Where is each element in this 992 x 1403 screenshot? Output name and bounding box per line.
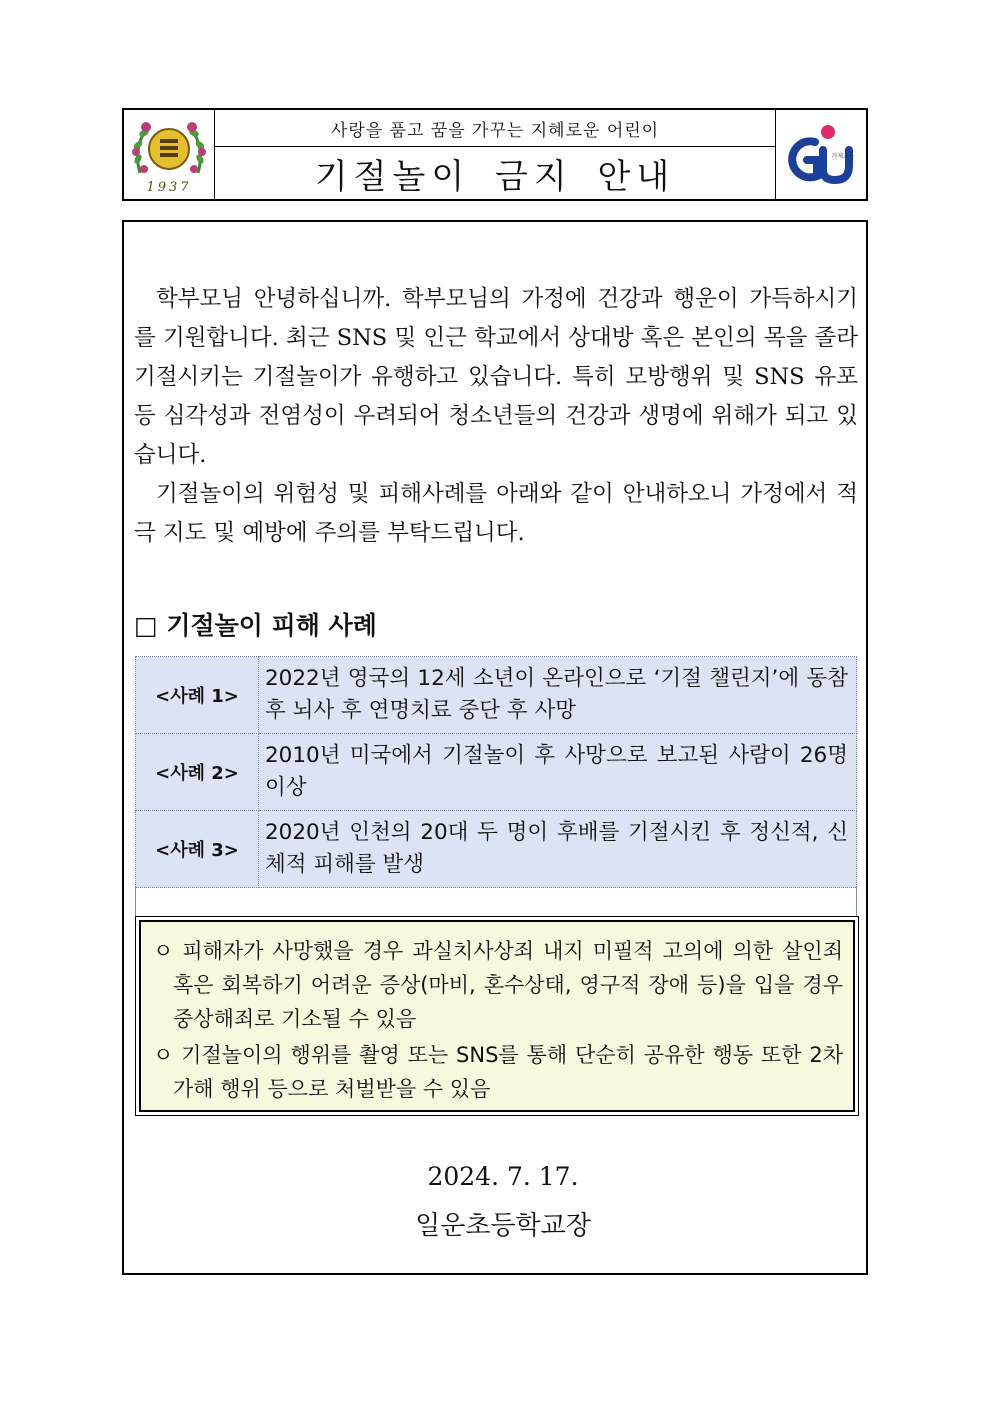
table-row	[136, 657, 857, 734]
legal-note: ㅇ 기절놀이의 행위를 촬영 또는 SNS를 통해 단순히 공유한 행동 또한 2차 가해 행위 등으로 처벌받을 수 있음	[153, 1043, 843, 1101]
notice-body	[122, 220, 868, 1275]
emblem-year: 1937	[146, 179, 192, 195]
section-title: □ 기절놀이 피해 사례	[134, 611, 377, 640]
intro-paragraph: 기절놀이의 위험성 및 피해사례를 아래와 같이 안내하오니 가정에서 적극 지도 및 예방에 주의를 부탁드립니다.	[134, 481, 858, 546]
issuer-signature: 일운초등학교장	[415, 1211, 591, 1241]
school-emblem	[124, 110, 215, 199]
case-label: <사례 2>	[136, 734, 259, 811]
page-title: 기절놀이 금지 안내	[314, 156, 676, 197]
school-slogan: 사랑을 품고 꿈을 가꾸는 지혜로운 어린이	[215, 110, 775, 147]
case-text: 2020년 인천의 20대 두 명이 후배를 기절시킨 후 정신적, 신체적 피해를 발생	[259, 811, 857, 888]
document-header	[122, 108, 868, 201]
gyeongnam-education-logo-icon	[783, 120, 859, 190]
table-row	[136, 811, 857, 888]
legal-note: ㅇ 피해자가 사망했을 경우 과실치사상죄 내지 미필적 고의에 의한 살인죄 혹은 회복하기 어려운 증상(마비, 혼수상태, 영구적 장애 등)을 입을 경우 중상해죄로 기소될 수 있음	[153, 939, 843, 1031]
issue-date: 2024. 7. 17.	[427, 1162, 579, 1191]
case-label: <사례 1>	[136, 657, 259, 734]
table-row	[136, 734, 857, 811]
legal-notice-box	[135, 916, 859, 1116]
intro-text	[134, 280, 858, 553]
cases-table	[135, 656, 857, 917]
table-spacer-row	[136, 888, 857, 917]
intro-paragraph: 학부모님 안녕하십니까. 학부모님의 가정에 건강과 행운이 가득하시기를 기원합니다. 최근 SNS 및 인근 학교에서 상대방 혹은 본인의 목을 졸라 기절시키는 기절놀이가 유행하고 있습니다. 특히 모방행위 및 SNS 유포 등 심각성과 전염성이 우려되어 청소년들의 건강과 생명에 위해가 되고 있습니다.	[134, 286, 858, 468]
case-label: <사례 3>	[136, 811, 259, 888]
education-office-logo	[775, 110, 866, 199]
logo-caption: 거제교육	[831, 152, 855, 160]
emblem-icon	[130, 115, 208, 195]
case-text: 2010년 미국에서 기절놀이 후 사망으로 보고된 사람이 26명 이상	[259, 734, 857, 811]
case-text: 2022년 영국의 12세 소년이 온라인으로 ‘기절 챌린지’에 동참 후 뇌사 후 연명치료 중단 후 사망	[259, 657, 857, 734]
